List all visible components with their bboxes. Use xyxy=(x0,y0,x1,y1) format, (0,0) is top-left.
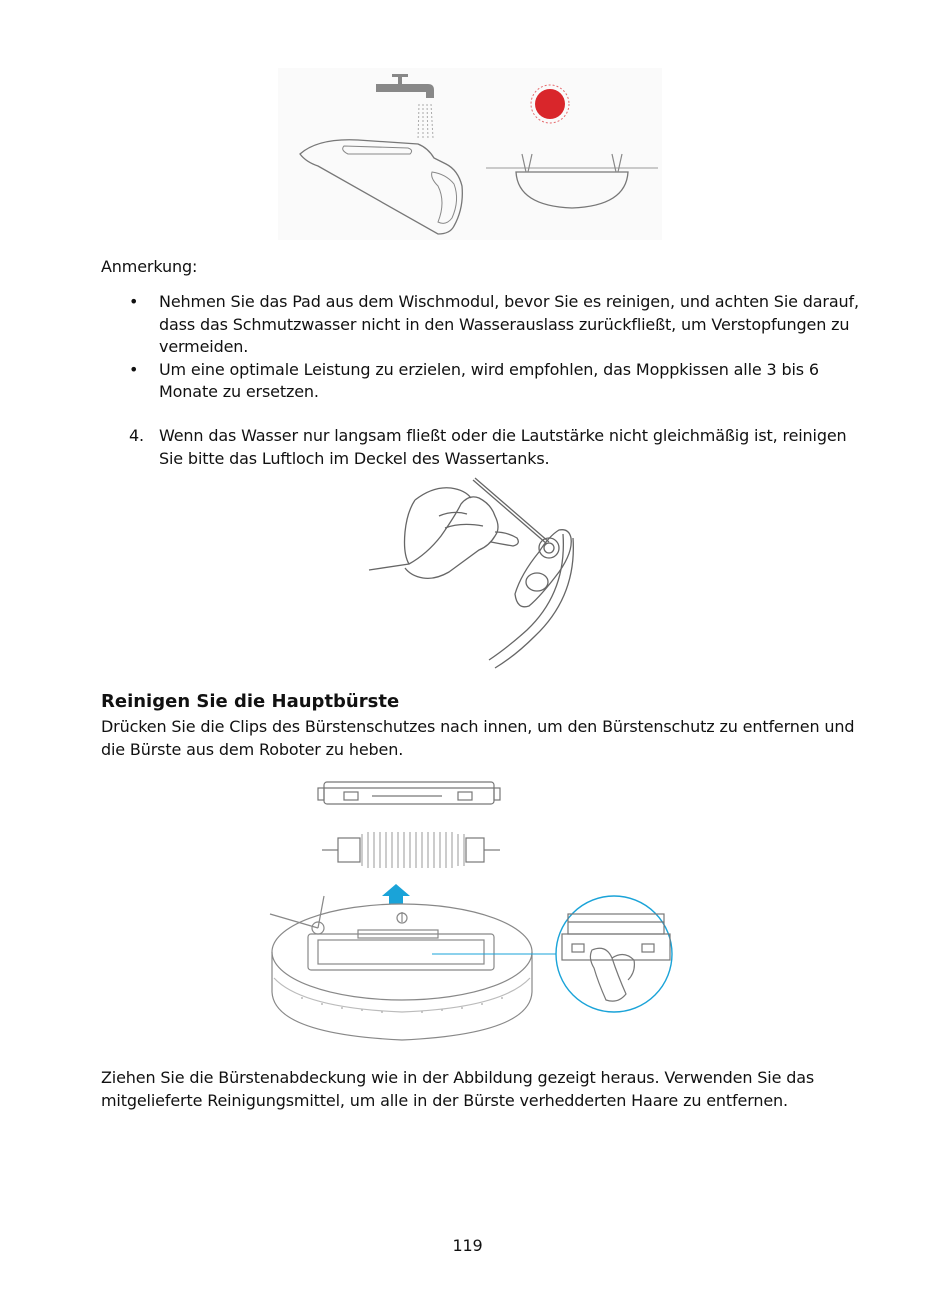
bullet-icon: • xyxy=(129,359,139,379)
mop-cleaning-illustration xyxy=(278,68,662,240)
step-text: Wenn das Wasser nur langsam fließt oder die Lautstärke nicht gleichmäßig ist, reinigen Sie bitte das Luftloch im Deckel des Wassertanks. xyxy=(159,426,847,468)
note-bullet-list xyxy=(101,291,861,404)
numbered-step-4 xyxy=(101,425,861,470)
section-outro-text: Ziehen Sie die Bürstenabdeckung wie in der Abbildung gezeigt heraus. Verwenden Sie das mitgelieferte Reinigungsmittel, um alle in der Bürste verhedderten Haare zu entfernen. xyxy=(101,1068,815,1110)
page-number: 119 xyxy=(452,1236,483,1255)
section-intro-text: Drücken Sie die Clips des Bürstenschutzes nach innen, um den Bürstenschutz zu entfernen und die Bürste aus dem Roboter zu heben. xyxy=(101,717,855,759)
bullet-icon: • xyxy=(129,292,139,311)
section-heading: Reinigen Sie die Hauptbürste xyxy=(101,691,400,712)
list-item: • Um eine optimale Leistung zu erzielen, wird empfohlen, das Moppkissen alle 3 bis 6 Monate zu ersetzen. xyxy=(129,359,819,401)
step-number: 4. xyxy=(129,426,144,445)
air-hole-cleaning-illustration xyxy=(345,476,595,674)
note-label: Anmerkung: xyxy=(101,257,198,276)
list-item: • Nehmen Sie das Pad aus dem Wischmodul, bevor Sie es reinigen, und achten Sie darauf, dass das Schmutzwasser nicht in den Wasserauslass zurückfließt, um Verstopfungen zu vermeiden. xyxy=(129,292,859,356)
main-brush-removal-illustration xyxy=(262,772,686,1044)
